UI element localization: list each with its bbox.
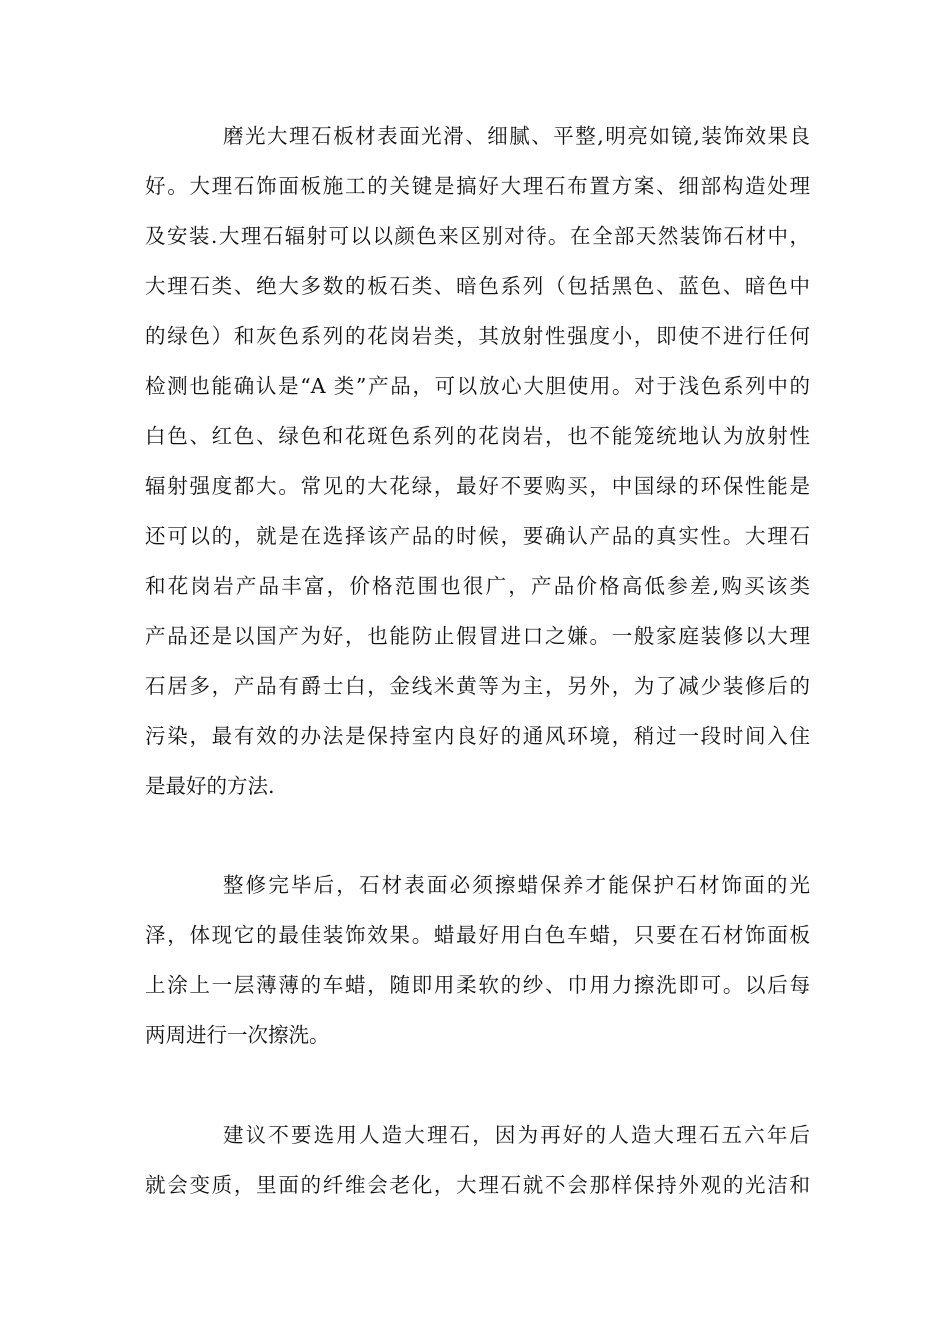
paragraph-line: 大理石类、绝大多数的板石类、暗色系列（包括黑色、蓝色、暗色中 xyxy=(145,274,810,298)
paragraph-line: 整修完毕后，石材表面必须擦蜡保养才能保护石材饰面的光 xyxy=(223,873,810,897)
paragraph-line: 磨光大理石板材表面光滑、细腻、平整,明亮如镜,装饰效果良 xyxy=(223,124,810,148)
paragraph-line: 及安装.大理石辐射可以以颜色来区别对待。在全部天然装饰石材中， xyxy=(145,224,810,248)
paragraph-line: 就会变质，里面的纤维会老化，大理石就不会那样保持外观的光洁和 xyxy=(145,1173,810,1197)
paragraph-line: 泽，体现它的最佳装饰效果。蜡最好用白色车蜡，只要在石材饰面板 xyxy=(145,923,810,947)
paragraph-line: 建议不要选用人造大理石，因为再好的人造大理石五六年后 xyxy=(223,1123,810,1147)
paragraph-line: 产品还是以国产为好，也能防止假冒进口之嫌。一般家庭装修以大理 xyxy=(145,624,810,648)
paragraph-line: 辐射强度都大。常见的大花绿，最好不要购买，中国绿的环保性能是 xyxy=(145,474,810,498)
paragraph-line: 检测也能确认是“A 类”产品，可以放心大胆使用。对于浅色系列中的 xyxy=(145,374,810,398)
paragraph-line: 好。大理石饰面板施工的关键是搞好大理石布置方案、细部构造处理 xyxy=(145,174,810,198)
paragraph-line: 还可以的，就是在选择该产品的时候，要确认产品的真实性。大理石 xyxy=(145,524,810,548)
paragraph-line: 污染，最有效的办法是保持室内良好的通风环境，稍过一段时间入住 xyxy=(145,724,810,748)
paragraph-line: 白色、红色、绿色和花斑色系列的花岗岩，也不能笼统地认为放射性 xyxy=(145,424,810,448)
paragraph-line: 两周进行一次擦洗。 xyxy=(145,1023,330,1047)
paragraph-line: 石居多，产品有爵士白，金线米黄等为主，另外，为了减少装修后的 xyxy=(145,674,810,698)
paragraph-line: 和花岗岩产品丰富，价格范围也很广，产品价格高低参差,购买该类 xyxy=(145,574,810,598)
paragraph-line: 是最好的方法. xyxy=(145,774,275,798)
paragraph-marble-overview xyxy=(145,111,810,811)
paragraph-waxing xyxy=(145,860,810,1060)
paragraph-line: 上涂上一层薄薄的车蜡，随即用柔软的纱、巾用力擦洗即可。以后每 xyxy=(145,973,810,997)
paragraph-line: 的绿色）和灰色系列的花岗岩类，其放射性强度小，即使不进行任何 xyxy=(145,324,810,348)
paragraph-artificial-marble xyxy=(145,1110,810,1210)
